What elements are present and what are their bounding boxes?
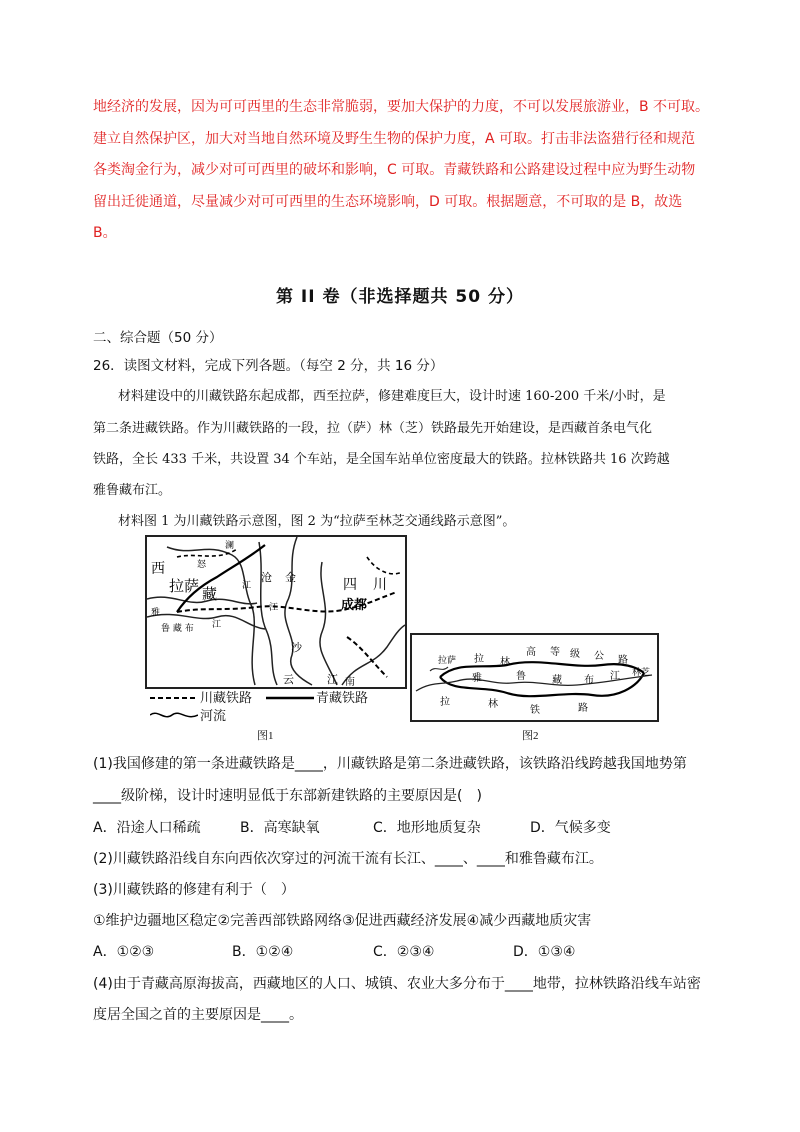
section-title: 第 II 卷（非选择题共 50 分） — [276, 287, 524, 307]
map1-label: 怒 — [197, 560, 207, 570]
q3-option-d: D．①③④ — [513, 944, 576, 960]
map2-label: 雅 — [472, 673, 482, 684]
map2-label: 江 — [610, 671, 620, 682]
map2-label: 拉萨 — [438, 656, 457, 666]
q3-option-a: A．①②③ — [93, 944, 155, 960]
answer-line: 地经济的发展，因为可可西里的生态非常脆弱，要加大保护的力度，不可以发展旅游业，B 不可取。 — [93, 99, 710, 115]
map2-label: 铁 — [530, 705, 540, 716]
q1-option-d: D．气候多变 — [530, 820, 611, 836]
map2-label: 级 — [570, 649, 580, 660]
material-figure-intro: 材料图 1 为川藏铁路示意图，图 2 为“拉萨至林芝交通线路示意图”。 — [118, 514, 516, 529]
map1-label: 藏 — [202, 585, 218, 603]
figure-1-caption: 图1 — [257, 730, 274, 742]
map1-label: 江 — [327, 673, 338, 686]
material-line: 雅鲁藏布江。 — [93, 483, 172, 498]
question-4-line-2: 度居全国之首的主要原因是____。 — [93, 1007, 303, 1023]
material-line: 铁路，全长 433 千米，共设置 34 个车站，是全国车站单位密度最大的铁路。拉林铁路共 16 次跨越 — [93, 452, 670, 467]
legend-dashed-line-icon — [150, 693, 198, 703]
legend-qingzang: 青藏铁路 — [316, 691, 369, 706]
map1-label: 江 — [212, 620, 222, 630]
map-2-drawing — [412, 635, 657, 720]
answer-line: 各类淘金行为，减少对可可西里的破坏和影响，C 可取。青藏铁路和公路建设过程中应为野生动物 — [93, 162, 696, 178]
map1-label: 川 — [373, 577, 387, 593]
answer-line: 建立自然保护区，加大对当地自然环境及野生生物的保护力度，A 可取。打击非法盗猎行径和规范 — [93, 130, 696, 147]
q1-option-b: B．高寒缺氧 — [240, 820, 320, 836]
material-line: 第二条进藏铁路。作为川藏铁路的一段，拉（萨）林（芝）铁路最先开始建设，是西藏首条电气化 — [93, 421, 653, 436]
map1-label: 拉萨 — [169, 577, 200, 595]
section-heading: 二、综合题（50 分） — [93, 330, 223, 346]
map1-label: 云 — [283, 673, 294, 686]
map2-label: 布 — [584, 675, 594, 686]
legend-river-icon — [150, 709, 198, 721]
q1-option-c: C．地形地质复杂 — [373, 820, 481, 836]
map1-label: 江 — [269, 603, 279, 613]
map1-label: 沙 — [291, 641, 302, 654]
question-3-items: ①维护边疆地区稳定②完善西部铁路网络③促进西藏经济发展④减少西藏地质灾害 — [93, 913, 592, 929]
q3-option-c: C．②③④ — [373, 944, 435, 960]
map2-label: 路 — [578, 703, 588, 714]
map2-label: 公 — [594, 651, 604, 662]
question-2: (2)川藏铁路沿线自东向西依次穿过的河流干流有长江、____、____和雅鲁藏布江。 — [93, 851, 603, 867]
map1-label: 澜 — [225, 541, 235, 551]
map1-label: 西 — [151, 561, 165, 577]
map2-label: 路 — [618, 655, 628, 666]
map-1-drawing — [147, 537, 405, 687]
map1-label: 江 — [242, 581, 252, 591]
legend-solid-line-icon — [266, 693, 314, 703]
legend-chuanzang: 川藏铁路 — [200, 691, 253, 706]
map1-label: 金 — [285, 571, 296, 584]
map2-label: 鲁 — [516, 671, 526, 682]
map1-label: 成都 — [341, 598, 368, 613]
question-1-line-2: ____级阶梯，设计时速明显低于东部新建铁路的主要原因是( ) — [93, 788, 482, 804]
map2-label: 林 — [488, 699, 498, 710]
question-4-line-1: (4)由于青藏高原海拔高，西藏地区的人口、城镇、农业大多分布于____地带，拉林铁路沿线车站密 — [93, 976, 701, 992]
question-26-title: 26．读图文材料，完成下列各题。（每空 2 分，共 16 分） — [93, 358, 444, 374]
question-3: (3)川藏铁路的修建有利于（ ） — [93, 882, 295, 898]
figure-2-caption: 图2 — [522, 730, 539, 742]
answer-line: 留出迁徙通道，尽量减少对可可西里的生态环境影响，D 可取。根据题意，不可取的是 B，故选 — [93, 193, 683, 210]
map-figure-1 — [145, 535, 407, 689]
legend-river: 河流 — [200, 709, 227, 724]
map1-label: 四 — [343, 577, 357, 593]
map2-label: 藏 — [552, 675, 562, 686]
map2-label: 拉 — [474, 654, 484, 665]
map-figure-2 — [410, 633, 659, 722]
map1-label: 鲁 藏 布 — [161, 624, 194, 634]
map1-label: 雅 — [151, 608, 161, 618]
map2-label: 等 — [550, 647, 560, 658]
map2-label: 高 — [526, 647, 536, 658]
answer-line: B。 — [93, 225, 117, 241]
map2-label: 林 — [500, 657, 510, 668]
material-line: 材料建设中的川藏铁路东起成都，西至拉萨，修建难度巨大，设计时速 160-200 千米/小时，是 — [118, 389, 666, 404]
answer-explanation — [93, 92, 713, 250]
map1-label: 沧 — [261, 571, 272, 584]
map2-label: 拉 — [440, 697, 450, 708]
map1-label: 南 — [345, 677, 355, 687]
q3-option-b: B．①②④ — [232, 944, 294, 960]
map2-label: 林芝 — [632, 668, 651, 678]
q1-option-a: A．沿途人口稀疏 — [93, 820, 201, 836]
question-1-line-1: (1)我国修建的第一条进藏铁路是____，川藏铁路是第二条进藏铁路，该铁路沿线跨越我国地势第 — [93, 756, 687, 772]
